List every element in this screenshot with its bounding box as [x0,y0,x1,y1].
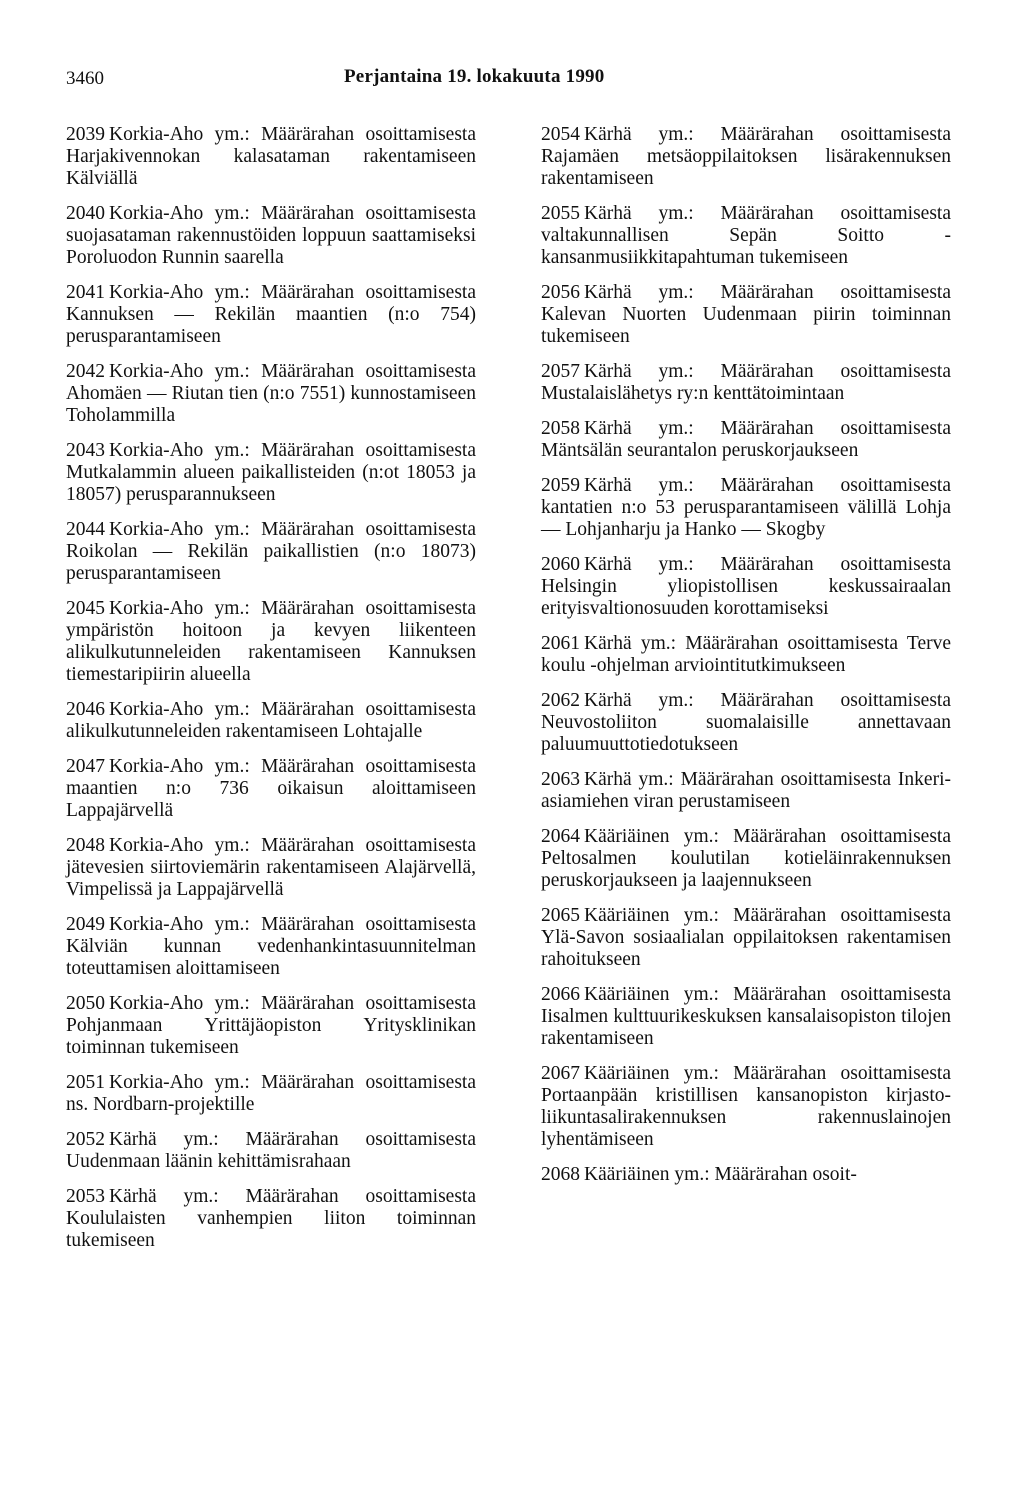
motion-entry [541,690,951,756]
motion-number: 2065 [541,905,580,926]
motion-text: Korkia-Aho ym.: Määrärahan osoittamisesta suojasataman rakennustöiden loppuun saattamiseksi Poroluodon Runnin saarella [66,203,476,268]
motion-text: Kärhä ym.: Määrärahan osoittamisesta Mustalaislähetys ry:n kenttätoimintaan [541,361,951,404]
motion-entry [66,1072,476,1116]
motion-number: 2045 [66,598,105,619]
motion-text: Kärhä ym.: Määrärahan osoittamisesta Koululaisten vanhempien liiton toiminnan tukemiseen [66,1186,476,1251]
motion-text: Kääriäinen ym.: Määrärahan osoittamisesta Iisalmen kulttuurikeskuksen kansalaisopiston tilojen rakentamiseen [541,984,951,1049]
motion-text: Kärhä ym.: Määrärahan osoittamisesta Helsingin yliopistollisen keskussairaalan erityisvaltionosuuden korottamiseksi [541,554,951,619]
motion-entry [541,475,951,541]
motion-entry [66,699,476,743]
motion-text: Korkia-Aho ym.: Määrärahan osoittamisesta Harjakivennokan kalasataman rakentamiseen Kälviällä [66,124,476,189]
motion-number: 2068 [541,1164,580,1185]
motion-text: Kärhä ym.: Määrärahan osoittamisesta Kalevan Nuorten Uudenmaan piirin toiminnan tukemiseen [541,282,951,347]
motion-text: Korkia-Aho ym.: Määrärahan osoittamisesta Ahomäen — Riutan tien (n:o 7551) kunnostamiseen Toholammilla [66,361,476,426]
motion-number: 2057 [541,361,580,382]
motion-number: 2047 [66,756,105,777]
motion-number: 2053 [66,1186,105,1207]
motion-entry [541,1063,951,1151]
motion-text: Kääriäinen ym.: Määrärahan osoit- [584,1164,857,1185]
motion-entry [541,633,951,677]
motion-number: 2052 [66,1129,105,1150]
left-column [66,124,476,1265]
motion-entry [66,440,476,506]
motion-number: 2066 [541,984,580,1005]
motion-entry [541,769,951,813]
page-header [0,64,1024,94]
motion-text: Kärhä ym.: Määrärahan osoittamisesta valtakunnallisen Sepän Soitto -kansanmusiikkitapahtuman tukemiseen [541,203,951,268]
motion-entry [541,984,951,1050]
motion-entry [541,826,951,892]
motion-text: Korkia-Aho ym.: Määrärahan osoittamisesta maantien n:o 736 oikaisun aloittamiseen Lappajärvellä [66,756,476,821]
motion-number: 2048 [66,835,105,856]
motion-number: 2044 [66,519,105,540]
motion-entry [541,203,951,269]
motion-text: Korkia-Aho ym.: Määrärahan osoittamisesta alikulkutunneleiden rakentamiseen Lohtajalle [66,699,476,742]
motion-number: 2059 [541,475,580,496]
motion-entry [66,1186,476,1252]
motion-entry [541,361,951,405]
motion-text: Kärhä ym.: Määrärahan osoittamisesta Neuvostoliiton suomalaisille annettavaan paluumuuttotiedotukseen [541,690,951,755]
motion-entry [541,282,951,348]
motion-text: Korkia-Aho ym.: Määrärahan osoittamisesta Pohjanmaan Yrittäjäopiston Yritysklinikan toiminnan tukemiseen [66,993,476,1058]
motion-text: Korkia-Aho ym.: Määrärahan osoittamisesta Roikolan — Rekilän paikallistien (n:o 18073) perusparantamiseen [66,519,476,584]
motion-text: Kärhä ym.: Määrärahan osoittamisesta Terve koulu -ohjelman arviointitutkimukseen [541,633,951,676]
motion-number: 2050 [66,993,105,1014]
motion-entry [541,418,951,462]
motion-entry [66,835,476,901]
motion-entry [66,756,476,822]
motion-number: 2051 [66,1072,105,1093]
motion-number: 2058 [541,418,580,439]
page-number: 3460 [66,68,104,89]
motion-text: Korkia-Aho ym.: Määrärahan osoittamisesta Kannuksen — Rekilän maantien (n:o 754) perusparantamiseen [66,282,476,347]
motion-text: Kärhä ym.: Määrärahan osoittamisesta Mäntsälän seurantalon peruskorjaukseen [541,418,951,461]
motion-entry [66,598,476,686]
motion-entry [541,554,951,620]
motion-text: Kärhä ym.: Määrärahan osoittamisesta Inkeri-asiamiehen viran perustamiseen [541,769,951,812]
motion-text: Kääriäinen ym.: Määrärahan osoittamisesta Ylä-Savon sosiaalialan oppilaitoksen rakentamisen rahoitukseen [541,905,951,970]
motion-number: 2054 [541,124,580,145]
motion-number: 2067 [541,1063,580,1084]
motion-text: Kärhä ym.: Määrärahan osoittamisesta Rajamäen metsäoppilaitoksen lisärakennuksen rakentamiseen [541,124,951,189]
motion-number: 2041 [66,282,105,303]
motion-number: 2061 [541,633,580,654]
motion-entry [66,914,476,980]
motion-text: Korkia-Aho ym.: Määrärahan osoittamisesta Kälviän kunnan vedenhankintasuunnitelman toteuttamisen aloittamiseen [66,914,476,979]
motion-number: 2063 [541,769,580,790]
motion-entry [541,905,951,971]
motion-entry [66,203,476,269]
motion-entry [66,519,476,585]
motion-text: Kärhä ym.: Määrärahan osoittamisesta Uudenmaan läänin kehittämisrahaan [66,1129,476,1172]
motion-number: 2043 [66,440,105,461]
running-head: Perjantaina 19. lokakuuta 1990 [344,66,605,87]
motion-entry [66,282,476,348]
motion-entry [66,361,476,427]
motion-number: 2046 [66,699,105,720]
motion-text: Korkia-Aho ym.: Määrärahan osoittamisesta ns. Nordbarn-projektille [66,1072,476,1115]
motion-entry [541,124,951,190]
motion-entry [66,124,476,190]
motion-text: Kääriäinen ym.: Määrärahan osoittamisesta Portaanpään kristillisen kansanopiston kirjasto-liikuntasalirakennuksen rakennuslainojen lyhentämiseen [541,1063,951,1150]
motion-number: 2060 [541,554,580,575]
motion-number: 2064 [541,826,580,847]
motion-number: 2055 [541,203,580,224]
motion-number: 2049 [66,914,105,935]
motion-text: Korkia-Aho ym.: Määrärahan osoittamisesta Mutkalammin alueen paikallisteiden (n:ot 18053 ja 18057) perusparannukseen [66,440,476,505]
motion-text: Kärhä ym.: Määrärahan osoittamisesta kantatien n:o 53 perusparantamiseen välillä Lohja — Lohjanharju ja Hanko — Skogby [541,475,951,540]
motion-number: 2039 [66,124,105,145]
motion-entry [541,1164,951,1186]
motion-text: Kääriäinen ym.: Määrärahan osoittamisesta Peltosalmen koulutilan kotieläinrakennuksen peruskorjaukseen ja laajennukseen [541,826,951,891]
motion-entry [66,1129,476,1173]
motion-number: 2062 [541,690,580,711]
motion-number: 2040 [66,203,105,224]
motion-entry [66,993,476,1059]
motion-number: 2042 [66,361,105,382]
motion-number: 2056 [541,282,580,303]
motion-text: Korkia-Aho ym.: Määrärahan osoittamisesta jätevesien siirtoviemärin rakentamiseen Alajärvellä, Vimpelissä ja Lappajärvellä [66,835,476,900]
motion-text: Korkia-Aho ym.: Määrärahan osoittamisesta ympäristön hoitoon ja kevyen liikenteen alikulkutunneleiden rakentamiseen Kannuksen tiemestaripiirin alueella [66,598,476,685]
right-column [541,124,951,1199]
